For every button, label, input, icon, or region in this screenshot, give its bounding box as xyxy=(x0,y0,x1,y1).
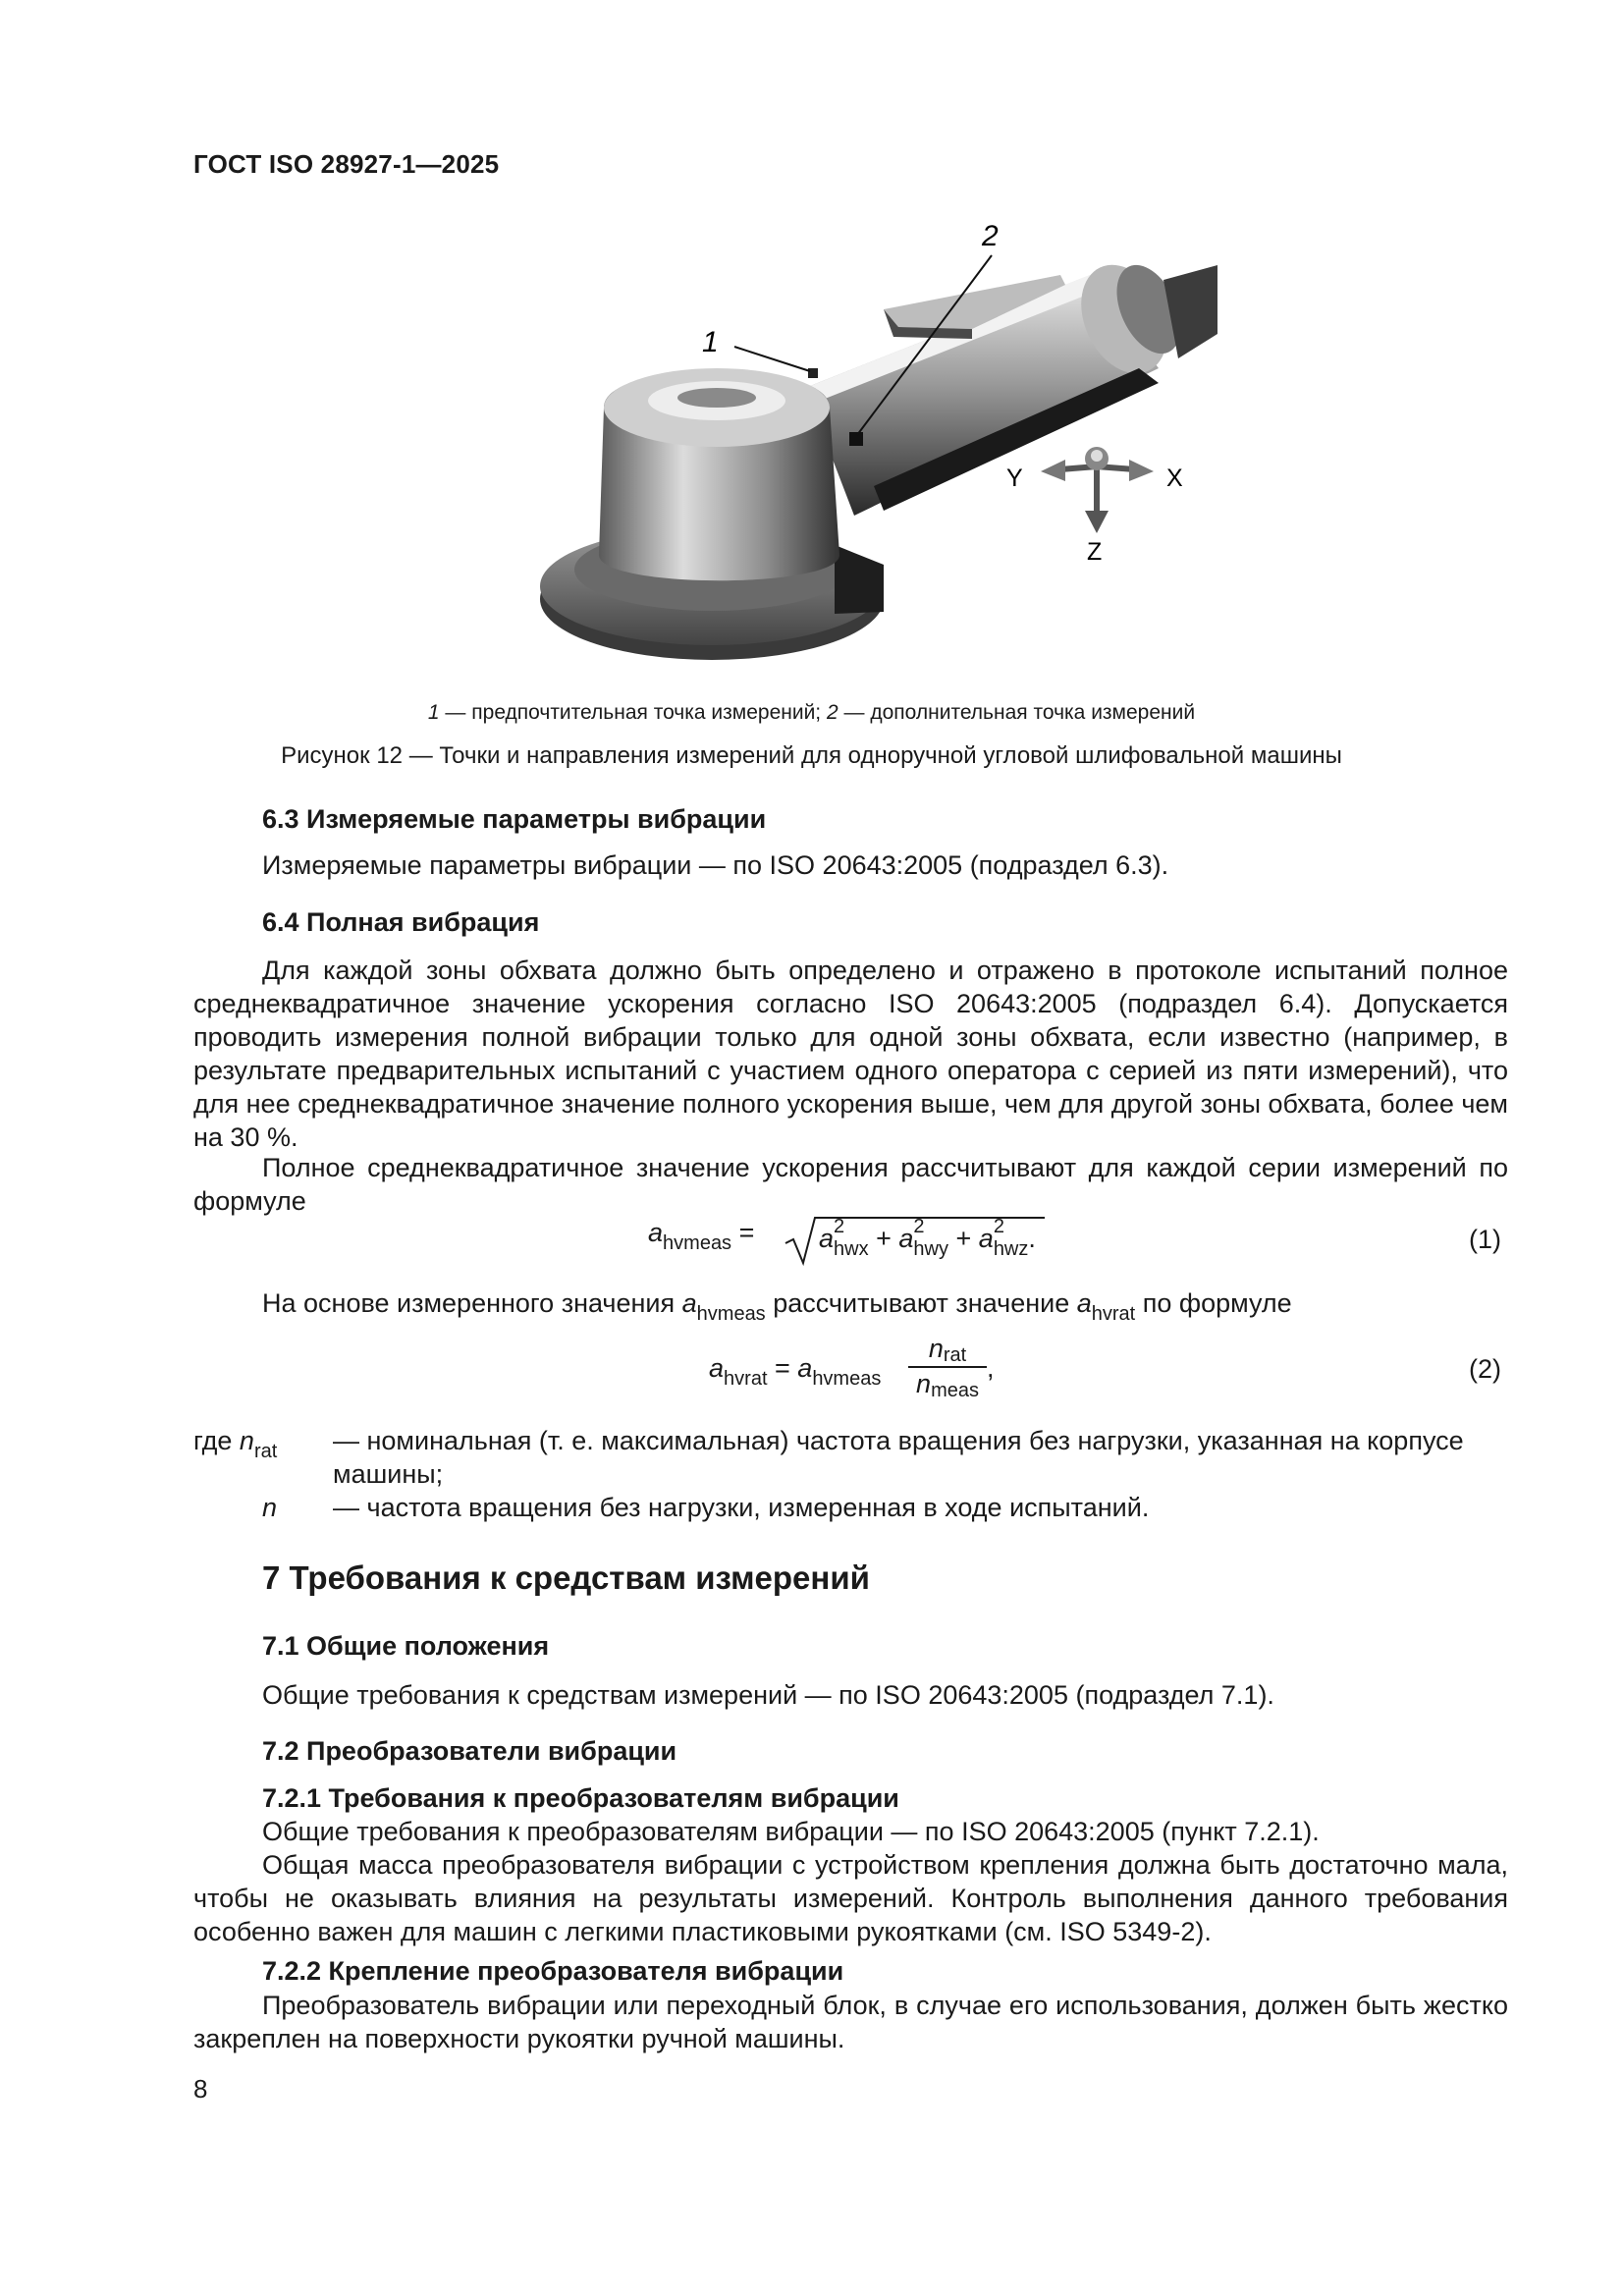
section-6-4-paragraph-2: Полное среднеквадратичное значение ускорения рассчитывают для каждой серии измерений по формуле xyxy=(193,1153,1508,1216)
document-header: ГОСТ ISO 28927-1—2025 xyxy=(193,149,500,179)
where-item-n: n — частота вращения без нагрузки, измеренная в ходе испытаний. xyxy=(262,1493,1150,1522)
equation-number-2: (2) xyxy=(1469,1354,1501,1384)
section-6-4-paragraph-3: На основе измеренного значения $a_{hvmeas}$ рассчитывают значение $a_{hvrat}$ по формуле xyxy=(262,1288,1292,1325)
legend-number-2: 2 xyxy=(826,701,839,724)
section-7-2-title: 7.2 Преобразователи вибрации xyxy=(262,1736,677,1766)
section-7-2-1-title: 7.2.1 Требования к преобразователям вибрации xyxy=(262,1783,899,1813)
formula-2-fraction: nrat nmeas xyxy=(908,1334,987,1402)
angle-grinder-figure xyxy=(511,221,1217,683)
sensor-point-1 xyxy=(808,368,818,378)
legend-text-1: — предпочтительная точка измерений; xyxy=(439,701,827,724)
axis-y-label: Y xyxy=(1006,465,1023,492)
section-6-3-text: Измеряемые параметры вибрации — по ISO 20643:2005 (подраздел 6.3). xyxy=(262,850,1169,880)
legend-number-1: 1 xyxy=(427,701,440,724)
figure-caption: Рисунок 12 — Точки и направления измерений для одноручной угловой шлифовальной машины xyxy=(281,742,1342,769)
sensor-point-2 xyxy=(849,432,863,446)
section-6-4-paragraph-1: Для каждой зоны обхвата должно быть определено и отражено в протоколе испытаний полное среднеквадратичное значение ускорения согласно ISO 20643:2005 (подраздел 6.4). Допускается проводить измерения полной вибрации только для одной зоны обхвата, если известно (например, в результате предварительных испытаний с участием одного оператора с серией из пяти измерений), что для нее среднеквадратичное значение полного ускорения выше, чем для другой зоны обхвата, более чем на 30 %. xyxy=(193,956,1508,1152)
figure-legend xyxy=(0,696,1623,730)
where-clause xyxy=(193,1424,1508,1524)
legend-text-2: — дополнительная точка измерений xyxy=(838,701,1196,724)
section-7-1-title: 7.1 Общие положения xyxy=(262,1631,550,1661)
page-number: 8 xyxy=(193,2074,208,2104)
section-6-3-title: 6.3 Измеряемые параметры вибрации xyxy=(262,804,767,834)
equation-number-1: (1) xyxy=(1469,1225,1501,1254)
section-7-2-1-paragraph-1: Общие требования к преобразователям вибрации — по ISO 20643:2005 (пункт 7.2.1). xyxy=(262,1817,1320,1846)
section-7-2-2-title: 7.2.2 Крепление преобразователя вибрации xyxy=(262,1956,844,1986)
section-7-2-1-paragraph-2: Общая масса преобразователя вибрации с устройством крепления должна быть достаточно мала, чтобы не оказывать влияния на результаты измерений. Контроль выполнения данного требования особенно важен для машин с легкими пластиковыми рукоятками (см. ISO 5349-2). xyxy=(193,1850,1508,1946)
formula-2: $a_{hvrat} = a_{hvmeas}$ xyxy=(709,1353,882,1390)
section-7-2-2-paragraph-1: Преобразователь вибрации или переходный блок, в случае его использования, должен быть жестко закреплен на поверхности рукоятки ручной машины. xyxy=(193,1991,1508,2053)
section-7-1-text: Общие требования к средствам измерений — по ISO 20643:2005 (подраздел 7.1). xyxy=(262,1680,1274,1710)
figure-label-2: 2 xyxy=(982,221,999,252)
figure-label-1: 1 xyxy=(702,326,719,358)
formula-2-comma: , xyxy=(987,1353,995,1383)
axis-x-label: X xyxy=(1166,465,1183,492)
section-6-4-title: 6.4 Полная вибрация xyxy=(262,907,540,937)
where-item-n-rat: где $n_{rat}$ — номинальная (т. е. максимальная) частота вращения без нагрузки, указанная на корпусе машины; xyxy=(193,1426,1464,1489)
axis-z-label: Z xyxy=(1087,538,1103,566)
formula-1: $a_{hvmeas}$ = xyxy=(648,1218,755,1254)
formula-1-radicand: a 2 $_{hwx}$ + a 2 $_{hwy}$ + a 2 $_{hwz}$. xyxy=(819,1216,1036,1260)
grinder-head xyxy=(599,368,839,580)
axes-icon xyxy=(1041,447,1154,533)
section-7-title: 7 Требования к средствам измерений xyxy=(262,1559,870,1596)
